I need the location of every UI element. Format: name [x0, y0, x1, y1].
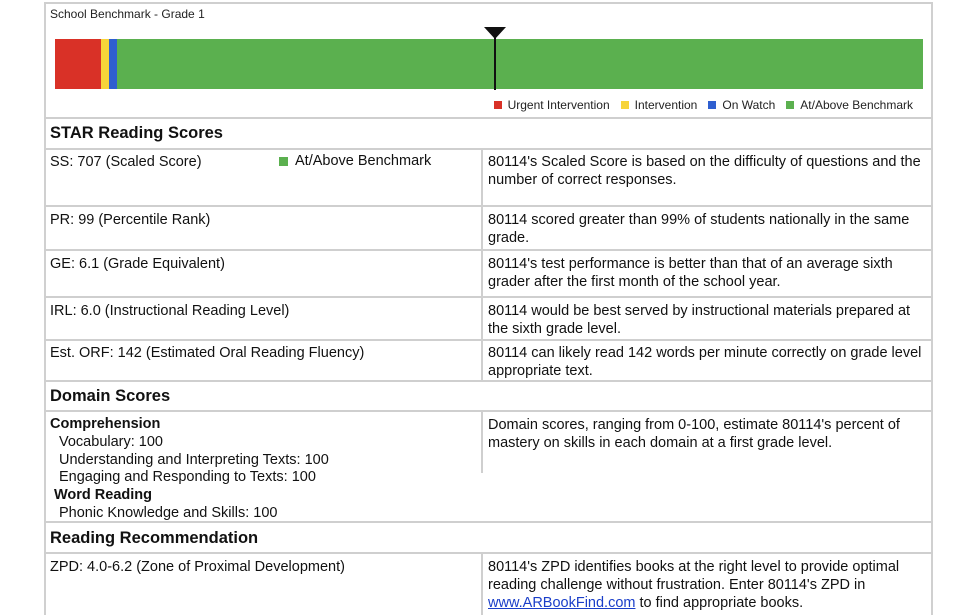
- divider: [44, 380, 933, 382]
- column-divider: [481, 552, 483, 615]
- ge-score: GE: 6.1 (Grade Equivalent): [50, 256, 225, 272]
- domain-section-title: Domain Scores: [50, 387, 171, 405]
- segment-on-watch: [109, 39, 118, 89]
- divider: [44, 117, 933, 119]
- zpd-description: [488, 558, 928, 612]
- benchmark-legend: [483, 98, 913, 112]
- arbookfind-link[interactable]: www.ARBookFind.com: [488, 595, 636, 611]
- column-divider: [481, 148, 483, 207]
- benchmark-bar: [55, 39, 923, 89]
- divider: [44, 148, 933, 150]
- orf-score: Est. ORF: 142 (Estimated Oral Reading Fluency): [50, 345, 365, 361]
- status-badge-label: At/Above Benchmark: [295, 153, 432, 169]
- legend-swatch: [708, 101, 716, 109]
- benchmark-title: School Benchmark - Grade 1: [50, 7, 205, 21]
- legend-item: [621, 98, 698, 112]
- legend-swatch: [621, 101, 629, 109]
- column-divider: [481, 205, 483, 251]
- segment-benchmark: [117, 39, 923, 89]
- legend-item: [494, 98, 610, 112]
- divider: [44, 339, 933, 341]
- divider: [44, 410, 933, 412]
- legend-label: On Watch: [722, 98, 776, 112]
- divider: [44, 205, 933, 207]
- divider: [44, 2, 933, 4]
- zpd-range: ZPD: 4.0-6.2 (Zone of Proximal Development): [50, 559, 345, 575]
- column-divider: [481, 249, 483, 298]
- zpd-text-end: to find appropriate books.: [639, 595, 804, 611]
- divider: [44, 249, 933, 251]
- status-badge: [279, 153, 431, 169]
- ss-score: SS: 707 (Scaled Score): [50, 154, 202, 170]
- domain-description: Domain scores, ranging from 0-100, estimate 80114's percent of mastery on skills in each domain at a first grade level.: [488, 417, 900, 451]
- vocabulary-score: Vocabulary: 100: [59, 433, 163, 450]
- engaging-score: Engaging and Responding to Texts: 100: [59, 469, 316, 486]
- legend-item: [786, 98, 913, 112]
- pr-score: PR: 99 (Percentile Rank): [50, 212, 211, 228]
- orf-description: 80114 can likely read 142 words per minute correctly on grade level appropriate text.: [488, 345, 922, 379]
- column-divider: [481, 410, 483, 473]
- irl-score: IRL: 6.0 (Instructional Reading Level): [50, 303, 290, 319]
- status-swatch: [279, 157, 288, 166]
- ss-description: 80114's Scaled Score is based on the difficulty of questions and the number of correct responses.: [488, 154, 921, 188]
- comprehension-heading: Comprehension: [50, 416, 161, 432]
- phonic-score: Phonic Knowledge and Skills: 100: [59, 504, 278, 521]
- recommendation-section-title: Reading Recommendation: [50, 529, 259, 547]
- zpd-text: 80114's ZPD identifies books at the right level to provide optimal reading challenge without frustration. Enter 80114's ZPD in: [488, 559, 900, 593]
- irl-description: 80114 would be best served by instructional materials prepared at the sixth grade level.: [488, 303, 911, 337]
- legend-label: Urgent Intervention: [507, 98, 610, 112]
- ge-description: 80114's test performance is better than that of an average sixth grader after the first month of the school year.: [488, 256, 893, 290]
- legend-label: Intervention: [634, 98, 698, 112]
- legend-swatch: [786, 101, 794, 109]
- domain-scores-list: [50, 416, 329, 523]
- star-section-title: STAR Reading Scores: [50, 124, 223, 142]
- segment-intervention: [101, 39, 109, 89]
- legend-item: [708, 98, 775, 112]
- legend-swatch: [494, 101, 502, 109]
- segment-urgent: [55, 39, 101, 89]
- divider: [44, 296, 933, 298]
- column-divider: [481, 296, 483, 341]
- divider: [44, 552, 933, 554]
- column-divider: [481, 339, 483, 382]
- pr-description: 80114 scored greater than 99% of students nationally in the same grade.: [488, 212, 910, 246]
- legend-label: At/Above Benchmark: [800, 98, 913, 112]
- word-reading-heading: Word Reading: [54, 487, 153, 504]
- score-marker-line: [494, 33, 496, 90]
- understanding-score: Understanding and Interpreting Texts: 100: [59, 451, 329, 468]
